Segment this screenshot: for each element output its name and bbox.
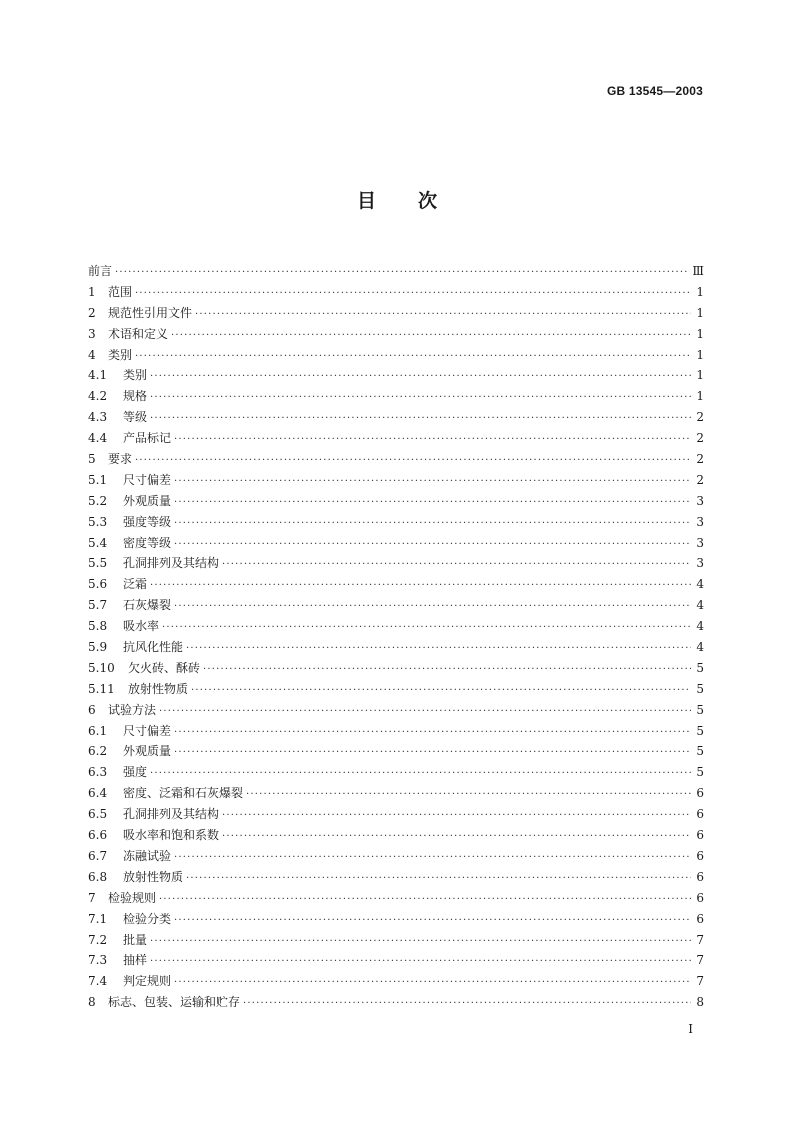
toc-entry-label: 判定规则 (123, 974, 172, 989)
toc-entry-label: 检验规则 (108, 890, 157, 905)
toc-entry-label: 孔洞排列及其结构 (123, 556, 220, 571)
toc-entry-number: 8 (88, 995, 96, 1010)
toc-entry-label: 强度 (123, 765, 148, 780)
toc-entry-number: 4.3 (88, 410, 108, 425)
toc-leader-dots (150, 764, 691, 785)
toc-entry-page: 6 (696, 848, 704, 863)
toc-leader-dots (222, 806, 691, 827)
toc-entry-label: 等级 (123, 410, 148, 425)
toc-entry-page: 7 (696, 974, 704, 989)
toc-entry[interactable] (88, 700, 704, 721)
toc-leader-dots (191, 681, 691, 702)
toc-entry-label: 强度等级 (123, 514, 172, 529)
toc-entry[interactable] (88, 574, 704, 595)
toc-entry-number: 5.4 (88, 535, 108, 550)
toc-entry-label: 吸水率和饱和系数 (123, 828, 220, 843)
toc-leader-dots (150, 932, 691, 953)
toc-entry[interactable] (88, 679, 704, 700)
toc-entry-page: 8 (696, 995, 704, 1010)
toc-leader-dots (150, 409, 691, 430)
toc-entry-page: 6 (696, 890, 704, 905)
toc-entry[interactable] (88, 282, 704, 303)
toc-entry-page: 1 (696, 368, 704, 383)
standard-number: GB 13545—2003 (607, 84, 703, 98)
toc-leader-dots (171, 326, 691, 347)
toc-leader-dots (222, 827, 691, 848)
toc-entry[interactable] (88, 303, 704, 324)
toc-entry-label: 范围 (108, 284, 133, 299)
toc-entry-page: 5 (696, 723, 704, 738)
toc-entry[interactable] (88, 658, 704, 679)
toc-entry-page: 5 (696, 765, 704, 780)
toc-entry-label: 尺寸偏差 (123, 723, 172, 738)
toc-leader-dots (174, 493, 691, 514)
toc-entry-page: 4 (696, 619, 704, 634)
toc-entry[interactable] (88, 950, 704, 971)
toc-entry-label: 外观质量 (123, 493, 172, 508)
toc-entry[interactable] (88, 909, 704, 930)
toc-entry-number: 5.11 (88, 681, 115, 696)
toc-leader-dots (174, 514, 691, 535)
toc-entry-number: 6.4 (88, 786, 108, 801)
toc-entry-page: Ⅲ (692, 264, 704, 278)
toc-leader-dots (135, 284, 691, 305)
toc-entry-page: 4 (696, 640, 704, 655)
toc-entry-label: 放射性物质 (123, 869, 184, 884)
toc-leader-dots (135, 347, 691, 368)
toc-entry[interactable] (88, 324, 704, 345)
toc-entry-number: 4 (88, 347, 96, 362)
toc-entry-number: 7.4 (88, 974, 108, 989)
toc-leader-dots (174, 597, 691, 618)
toc-entry-number: 4.1 (88, 368, 108, 383)
toc-entry-label: 密度等级 (123, 535, 172, 550)
toc-entry[interactable] (88, 825, 704, 846)
toc-entry[interactable] (88, 365, 704, 386)
toc-entry[interactable] (88, 428, 704, 449)
toc-entry[interactable] (88, 470, 704, 491)
toc-entry-page: 3 (696, 493, 704, 508)
toc-leader-dots (174, 472, 691, 493)
toc-entry[interactable] (88, 762, 704, 783)
toc-entry[interactable] (88, 783, 704, 804)
toc-leader-dots (186, 639, 691, 660)
toc-entry-number: 6 (88, 702, 96, 717)
toc-entry-number: 7.1 (88, 911, 108, 926)
toc-entry-label: 抽样 (123, 953, 148, 968)
toc-entry[interactable] (88, 553, 704, 574)
toc-entry-label: 术语和定义 (108, 326, 169, 341)
toc-entry-label: 要求 (108, 452, 133, 467)
toc-entry[interactable] (88, 867, 704, 888)
toc-entry-page: 4 (696, 598, 704, 613)
toc-entry-page: 2 (696, 452, 704, 467)
toc-entry-number: 4.4 (88, 431, 108, 446)
toc-leader-dots (150, 952, 691, 973)
toc-entry-number: 5.3 (88, 514, 108, 529)
toc-entry-page: 6 (696, 807, 704, 822)
toc-entry-label: 产品标记 (123, 431, 172, 446)
toc-entry[interactable] (88, 407, 704, 428)
toc-entry-label: 孔洞排列及其结构 (123, 807, 220, 822)
toc-entry[interactable] (88, 971, 704, 992)
toc-leader-dots (150, 576, 691, 597)
toc-entry-page: 2 (696, 431, 704, 446)
toc-entry-page: 7 (696, 932, 704, 947)
toc-leader-dots (174, 723, 691, 744)
toc-leader-dots (162, 618, 691, 639)
toc-entry-label: 密度、泛霜和石灰爆裂 (123, 786, 244, 801)
toc-entry[interactable] (88, 804, 704, 825)
toc-entry-number: 2 (88, 305, 96, 320)
toc-leader-dots (150, 367, 691, 388)
toc-entry-label: 泛霜 (123, 577, 148, 592)
toc-leader-dots (174, 973, 691, 994)
toc-leader-dots (159, 702, 691, 723)
toc-leader-dots (174, 535, 691, 556)
toc-entry-page: 5 (696, 660, 704, 675)
toc-entry[interactable] (88, 616, 704, 637)
toc-entry-label: 规格 (123, 389, 148, 404)
toc-leader-dots (150, 388, 691, 409)
toc-leader-dots (159, 890, 691, 911)
toc-leader-dots (243, 994, 691, 1015)
toc-entry-number: 6.1 (88, 723, 108, 738)
toc-leader-dots (195, 305, 691, 326)
toc-entry-number: 5.10 (88, 660, 115, 675)
toc-leader-dots (174, 743, 691, 764)
toc-entry-number: 1 (88, 284, 96, 299)
toc-entry-number: 5.7 (88, 598, 108, 613)
toc-entry-page: 3 (696, 535, 704, 550)
toc-entry-label: 外观质量 (123, 744, 172, 759)
toc-entry[interactable] (88, 533, 704, 554)
toc-entry-number: 6.3 (88, 765, 108, 780)
toc-entry-label: 抗风化性能 (123, 640, 184, 655)
toc-entry-number: 5.6 (88, 577, 108, 592)
toc-leader-dots (174, 430, 691, 451)
toc-entry-number: 5.8 (88, 619, 108, 634)
toc-entry[interactable] (88, 261, 704, 282)
toc-entry-label: 冻融试验 (123, 848, 172, 863)
toc-leader-dots (135, 451, 691, 472)
toc-entry-label: 规范性引用文件 (108, 305, 193, 320)
toc-entry-number: 5.2 (88, 493, 108, 508)
toc-entry[interactable] (88, 637, 704, 658)
toc-entry-label: 吸水率 (123, 619, 160, 634)
toc-entry-number: 6.5 (88, 807, 108, 822)
toc-entry-page: 6 (696, 869, 704, 884)
page-title (0, 186, 794, 213)
toc-entry-page: 1 (696, 284, 704, 299)
toc-entry-number: 6.2 (88, 744, 108, 759)
toc-entry[interactable] (88, 721, 704, 742)
toc-entry[interactable] (88, 992, 704, 1013)
toc-leader-dots (246, 785, 691, 806)
toc-entry-page: 2 (696, 472, 704, 487)
toc-entry[interactable] (88, 741, 704, 762)
toc-entry-label: 石灰爆裂 (123, 598, 172, 613)
toc-entry-number: 6.6 (88, 828, 108, 843)
toc-entry-page: 4 (696, 577, 704, 592)
toc-entry-number: 6.7 (88, 848, 108, 863)
toc-entry-page: 6 (696, 911, 704, 926)
toc-entry[interactable] (88, 345, 704, 366)
toc-entry-number: 4.2 (88, 389, 108, 404)
toc-entry[interactable] (88, 491, 704, 512)
toc-leader-dots (174, 848, 691, 869)
toc-entry-page: 3 (696, 556, 704, 571)
toc-entry[interactable] (88, 930, 704, 951)
toc-entry-page: 5 (696, 681, 704, 696)
toc-entry-label: 检验分类 (123, 911, 172, 926)
toc-entry[interactable] (88, 595, 704, 616)
toc-entry-page: 2 (696, 410, 704, 425)
toc-entry-label: 试验方法 (108, 702, 157, 717)
toc-entry-number: 6.8 (88, 869, 108, 884)
toc-entry[interactable] (88, 512, 704, 533)
toc-entry-page: 5 (696, 702, 704, 717)
toc-entry-page: 3 (696, 514, 704, 529)
title-char: 目 (356, 190, 376, 212)
toc-entry-number: 7.2 (88, 932, 108, 947)
toc-entry[interactable] (88, 386, 704, 407)
table-of-contents (88, 261, 704, 1013)
toc-leader-dots (174, 911, 691, 932)
toc-entry-page: 6 (696, 786, 704, 801)
title-char: 次 (418, 190, 438, 212)
toc-leader-dots (115, 263, 689, 284)
toc-entry-page: 7 (696, 953, 704, 968)
toc-entry-page: 1 (696, 389, 704, 404)
toc-entry-page: 1 (696, 326, 704, 341)
toc-entry-number: 5.9 (88, 640, 108, 655)
toc-entry[interactable] (88, 888, 704, 909)
toc-entry-page: 1 (696, 305, 704, 320)
toc-entry-page: 5 (696, 744, 704, 759)
toc-entry-number: 7.3 (88, 953, 108, 968)
toc-entry-number: 5.1 (88, 472, 108, 487)
toc-entry[interactable] (88, 846, 704, 867)
toc-entry-label: 前言 (88, 264, 113, 278)
toc-entry-label: 批量 (123, 932, 148, 947)
toc-entry-label: 类别 (108, 347, 133, 362)
toc-entry[interactable] (88, 449, 704, 470)
toc-entry-number: 3 (88, 326, 96, 341)
toc-entry-label: 标志、包装、运输和贮存 (108, 995, 241, 1010)
toc-entry-label: 尺寸偏差 (123, 472, 172, 487)
toc-entry-label: 类别 (123, 368, 148, 383)
toc-entry-number: 5 (88, 452, 96, 467)
toc-leader-dots (186, 869, 691, 890)
toc-entry-number: 7 (88, 890, 96, 905)
toc-entry-number: 5.5 (88, 556, 108, 571)
toc-leader-dots (203, 660, 691, 681)
toc-entry-label: 欠火砖、酥砖 (128, 660, 201, 675)
toc-leader-dots (222, 555, 691, 576)
toc-entry-page: 6 (696, 828, 704, 843)
toc-entry-page: 1 (696, 347, 704, 362)
page-number: I (688, 1022, 693, 1036)
toc-entry-label: 放射性物质 (128, 681, 189, 696)
